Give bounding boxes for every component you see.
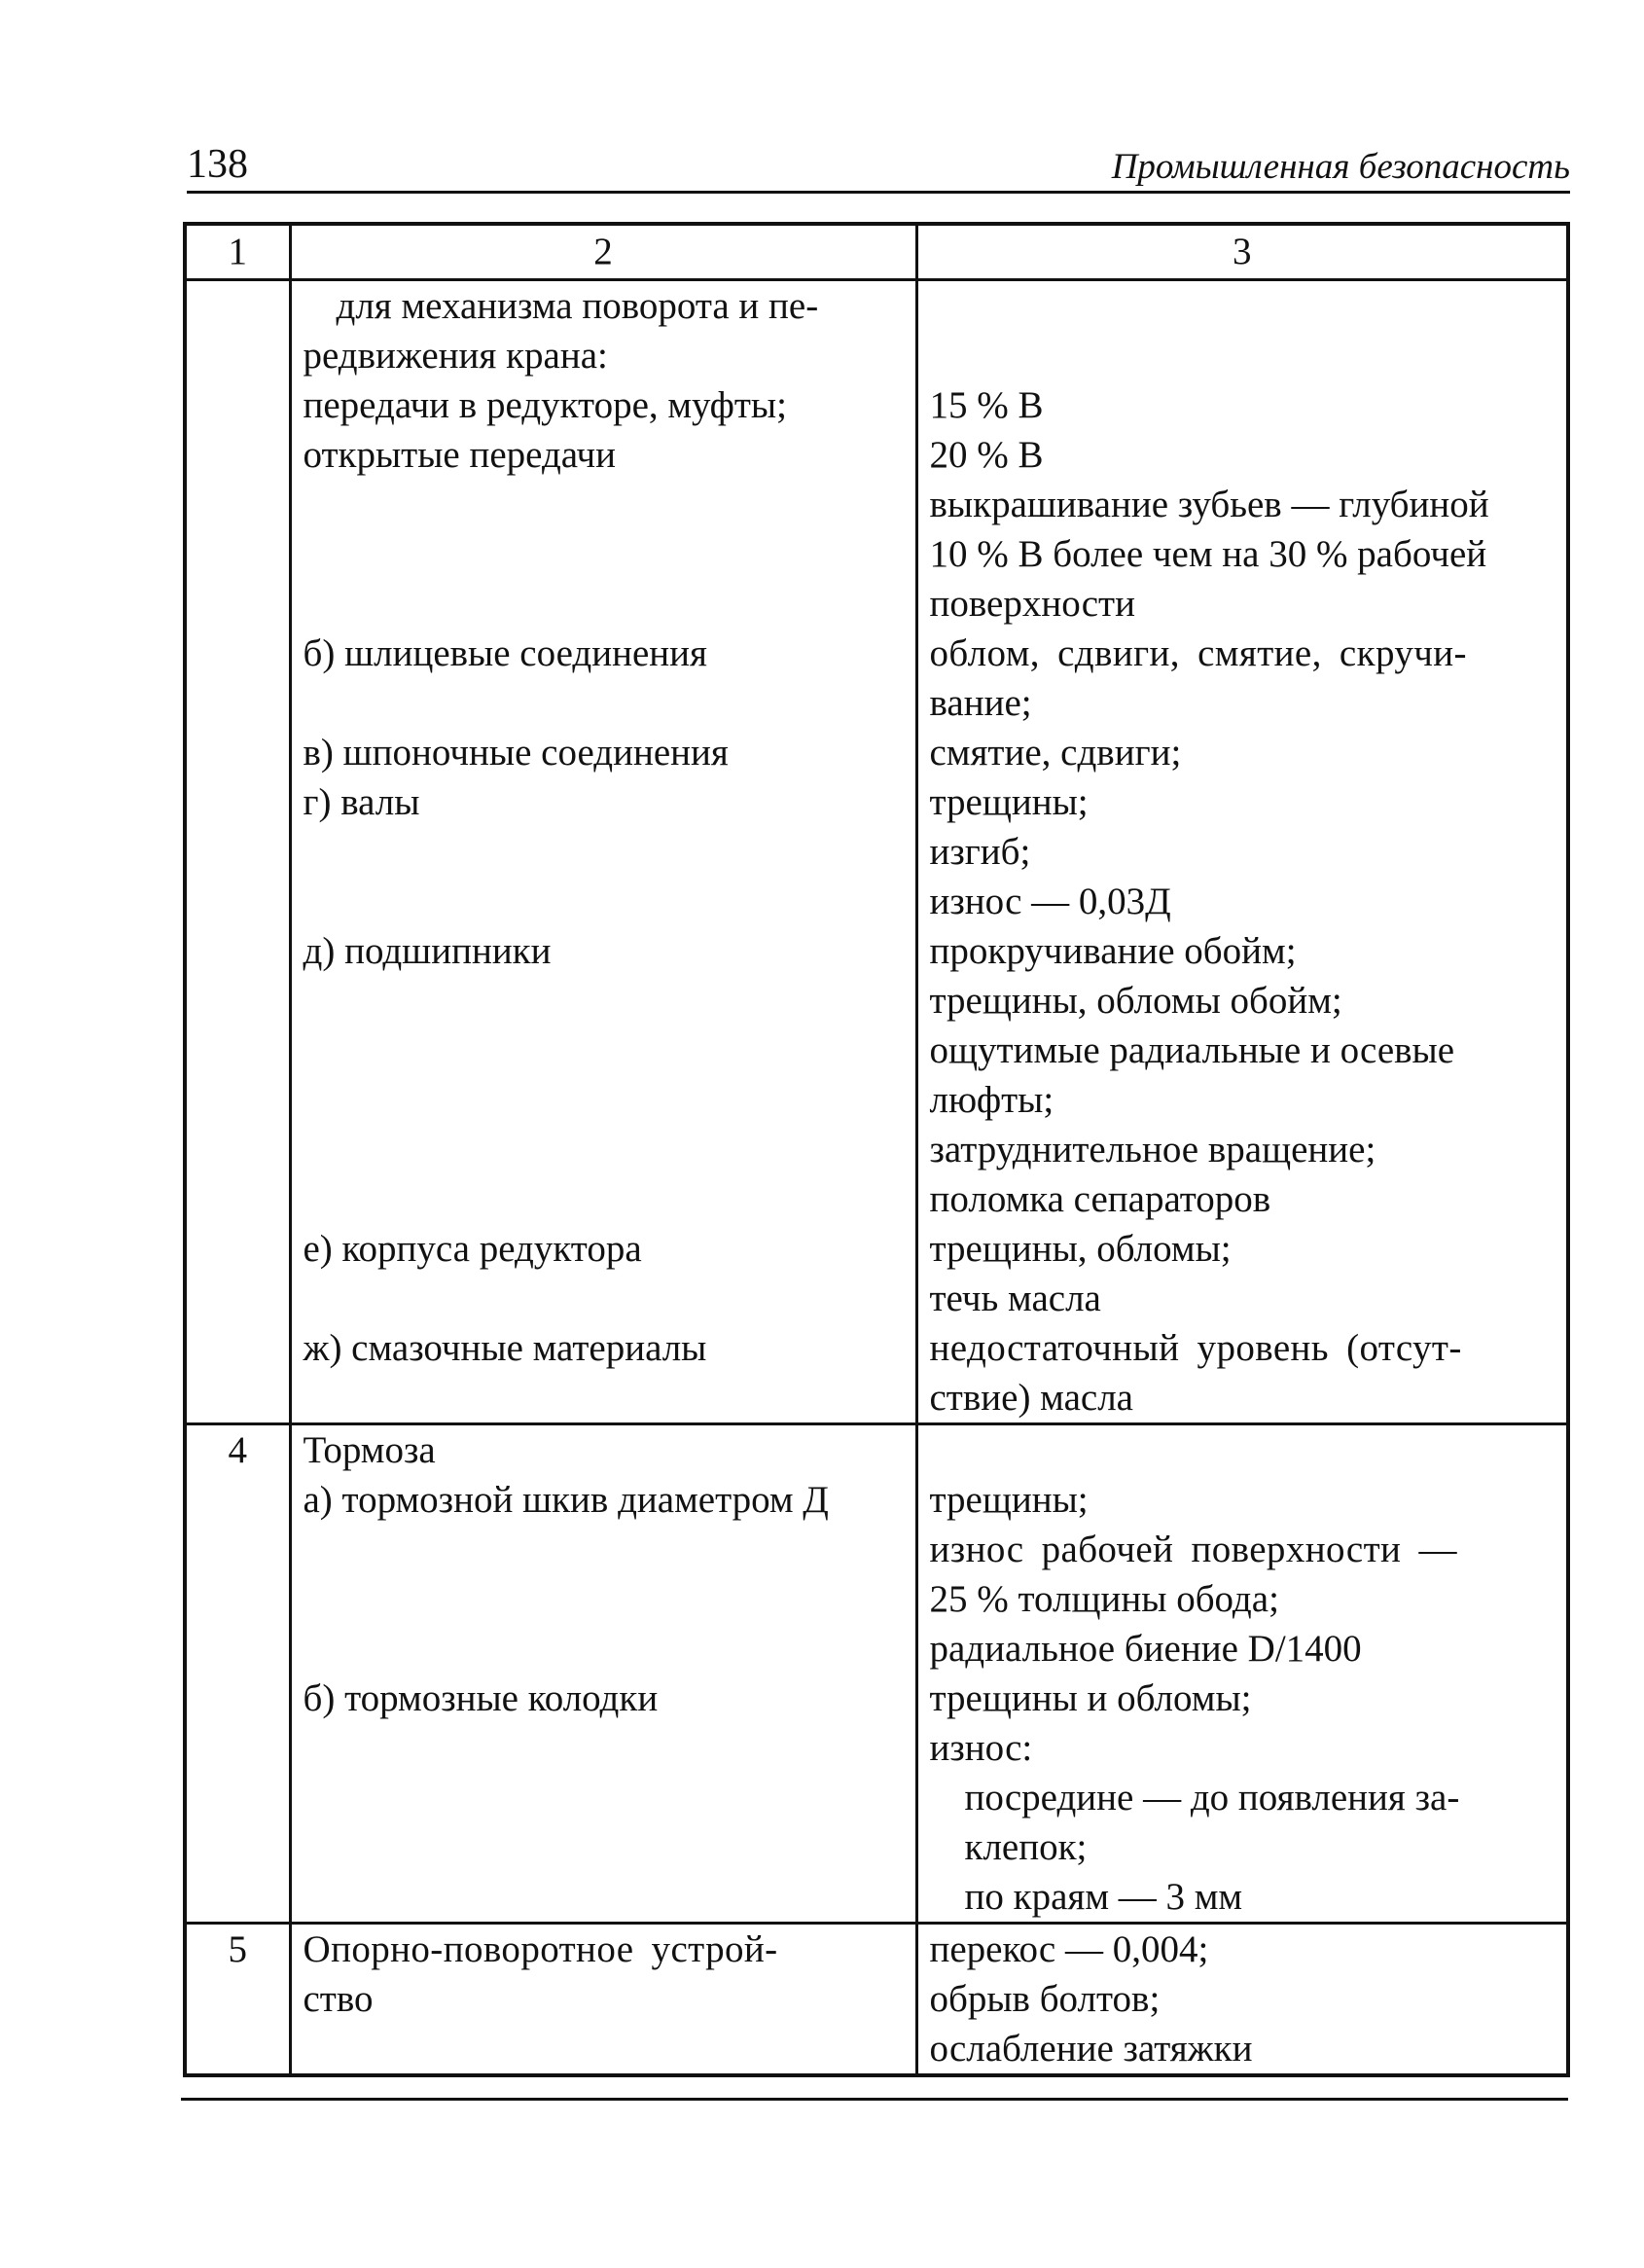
item-line: а) тормозной шкив диаметром Д xyxy=(303,1479,829,1521)
item-line: б) тормозные колодки xyxy=(303,1677,659,1719)
item-line: ство xyxy=(303,1978,374,2020)
defect-line xyxy=(930,331,1557,380)
defect-line: трещины; xyxy=(929,1479,1089,1521)
item-line: г) валы xyxy=(303,781,420,823)
item-line: Опорно-поворотное устрой- xyxy=(303,1928,778,1970)
row-number xyxy=(185,280,290,1424)
defect-line: радиальное биение D/1400 xyxy=(929,1628,1362,1670)
running-title: Промышленная безопасность xyxy=(1111,147,1570,187)
defect-line: течь масла xyxy=(929,1278,1101,1319)
defect-line xyxy=(930,1425,1557,1475)
defect-cell xyxy=(916,1924,1568,2076)
row-number: 4 xyxy=(185,1424,290,1924)
item-line: редвижения крана: xyxy=(303,335,608,377)
defect-line: износ — 0,03Д xyxy=(929,881,1171,922)
defect-line: изгиб; xyxy=(929,831,1031,873)
item-line xyxy=(304,1174,906,1224)
page-header xyxy=(187,142,1570,194)
defect-line: посредине — до появления за- xyxy=(964,1777,1460,1818)
item-cell xyxy=(290,280,916,1424)
defect-line: смятие, сдвиги; xyxy=(929,732,1182,774)
defect-line: ствие) масла xyxy=(929,1377,1133,1419)
defect-line: 10 % В более чем на 30 % рабочей xyxy=(929,533,1487,575)
defect-line: поломка сепараторов xyxy=(929,1178,1271,1220)
item-line xyxy=(304,1822,906,1872)
item-line: Тормоза xyxy=(303,1429,436,1471)
defect-line xyxy=(930,281,1557,331)
item-line xyxy=(304,1574,906,1624)
column-header-2: 2 xyxy=(290,224,916,280)
defect-line: ослабление затяжки xyxy=(929,2028,1253,2070)
item-line: открытые передачи xyxy=(303,434,617,476)
item-line: е) корпуса редуктора xyxy=(303,1228,642,1270)
defects-table xyxy=(183,222,1570,2077)
item-line xyxy=(304,529,906,579)
item-line xyxy=(304,1373,906,1422)
defect-line: обрыв болтов; xyxy=(929,1978,1161,2020)
table-row xyxy=(185,1424,1568,1924)
defect-line: износ рабочей поверхности — xyxy=(929,1529,1457,1570)
defect-line: клепок; xyxy=(964,1826,1088,1868)
item-line xyxy=(304,1723,906,1773)
item-line: д) подшипники xyxy=(303,930,552,972)
table-row xyxy=(185,1924,1568,2076)
defect-line: облом, сдвиги, смятие, скручи- xyxy=(929,632,1467,674)
column-header-3: 3 xyxy=(916,224,1568,280)
defect-cell xyxy=(916,280,1568,1424)
table-row xyxy=(185,280,1568,1424)
defect-line: 20 % В xyxy=(929,434,1044,476)
item-line: б) шлицевые соединения xyxy=(303,632,707,674)
item-cell xyxy=(290,1924,916,2076)
item-line xyxy=(304,1525,906,1574)
item-line: ж) смазочные материалы xyxy=(303,1327,707,1369)
item-line xyxy=(304,579,906,629)
item-line xyxy=(304,2024,906,2073)
defect-line: трещины и обломы; xyxy=(929,1677,1252,1719)
item-line xyxy=(304,1872,906,1922)
defect-line: затруднительное вращение; xyxy=(929,1129,1376,1170)
table-header-row xyxy=(185,224,1568,280)
row-number: 5 xyxy=(185,1924,290,2076)
item-line xyxy=(304,1125,906,1174)
item-line: передачи в редукторе, муфты; xyxy=(303,384,787,426)
item-line xyxy=(304,1075,906,1125)
defect-line: износ: xyxy=(929,1727,1033,1769)
defect-line: 15 % В xyxy=(929,384,1044,426)
item-line xyxy=(304,976,906,1026)
defect-line: перекос — 0,004; xyxy=(929,1928,1209,1970)
item-line xyxy=(304,1026,906,1075)
defect-line: прокручивание обойм; xyxy=(929,930,1297,972)
item-line xyxy=(304,1624,906,1674)
item-line xyxy=(304,480,906,529)
item-line xyxy=(304,1274,906,1323)
defect-line: по краям — 3 мм xyxy=(964,1876,1243,1918)
defect-line: трещины, обломы; xyxy=(929,1228,1232,1270)
item-line xyxy=(304,1773,906,1822)
defect-line: выкрашивание зубьев — глубиной xyxy=(929,484,1489,525)
defect-line: вание; xyxy=(929,682,1032,724)
item-line xyxy=(304,827,906,877)
defect-line: трещины, обломы обойм; xyxy=(929,980,1342,1022)
item-line: в) шпоночные соединения xyxy=(303,732,729,774)
defect-line: 25 % толщины обода; xyxy=(929,1578,1279,1620)
column-header-1: 1 xyxy=(185,224,290,280)
bottom-rule xyxy=(181,2098,1568,2101)
defect-line: люфты; xyxy=(929,1079,1054,1121)
defect-cell xyxy=(916,1424,1568,1924)
item-line: для механизма поворота и пе- xyxy=(336,285,819,327)
defect-line: ощутимые радиальные и осевые xyxy=(929,1029,1455,1071)
item-line xyxy=(304,678,906,728)
defect-line: поверхности xyxy=(929,583,1135,625)
item-line xyxy=(304,877,906,926)
defect-line: трещины; xyxy=(929,781,1089,823)
item-cell xyxy=(290,1424,916,1924)
defect-line: недостаточный уровень (отсут- xyxy=(929,1327,1462,1369)
page-number: 138 xyxy=(187,142,248,187)
